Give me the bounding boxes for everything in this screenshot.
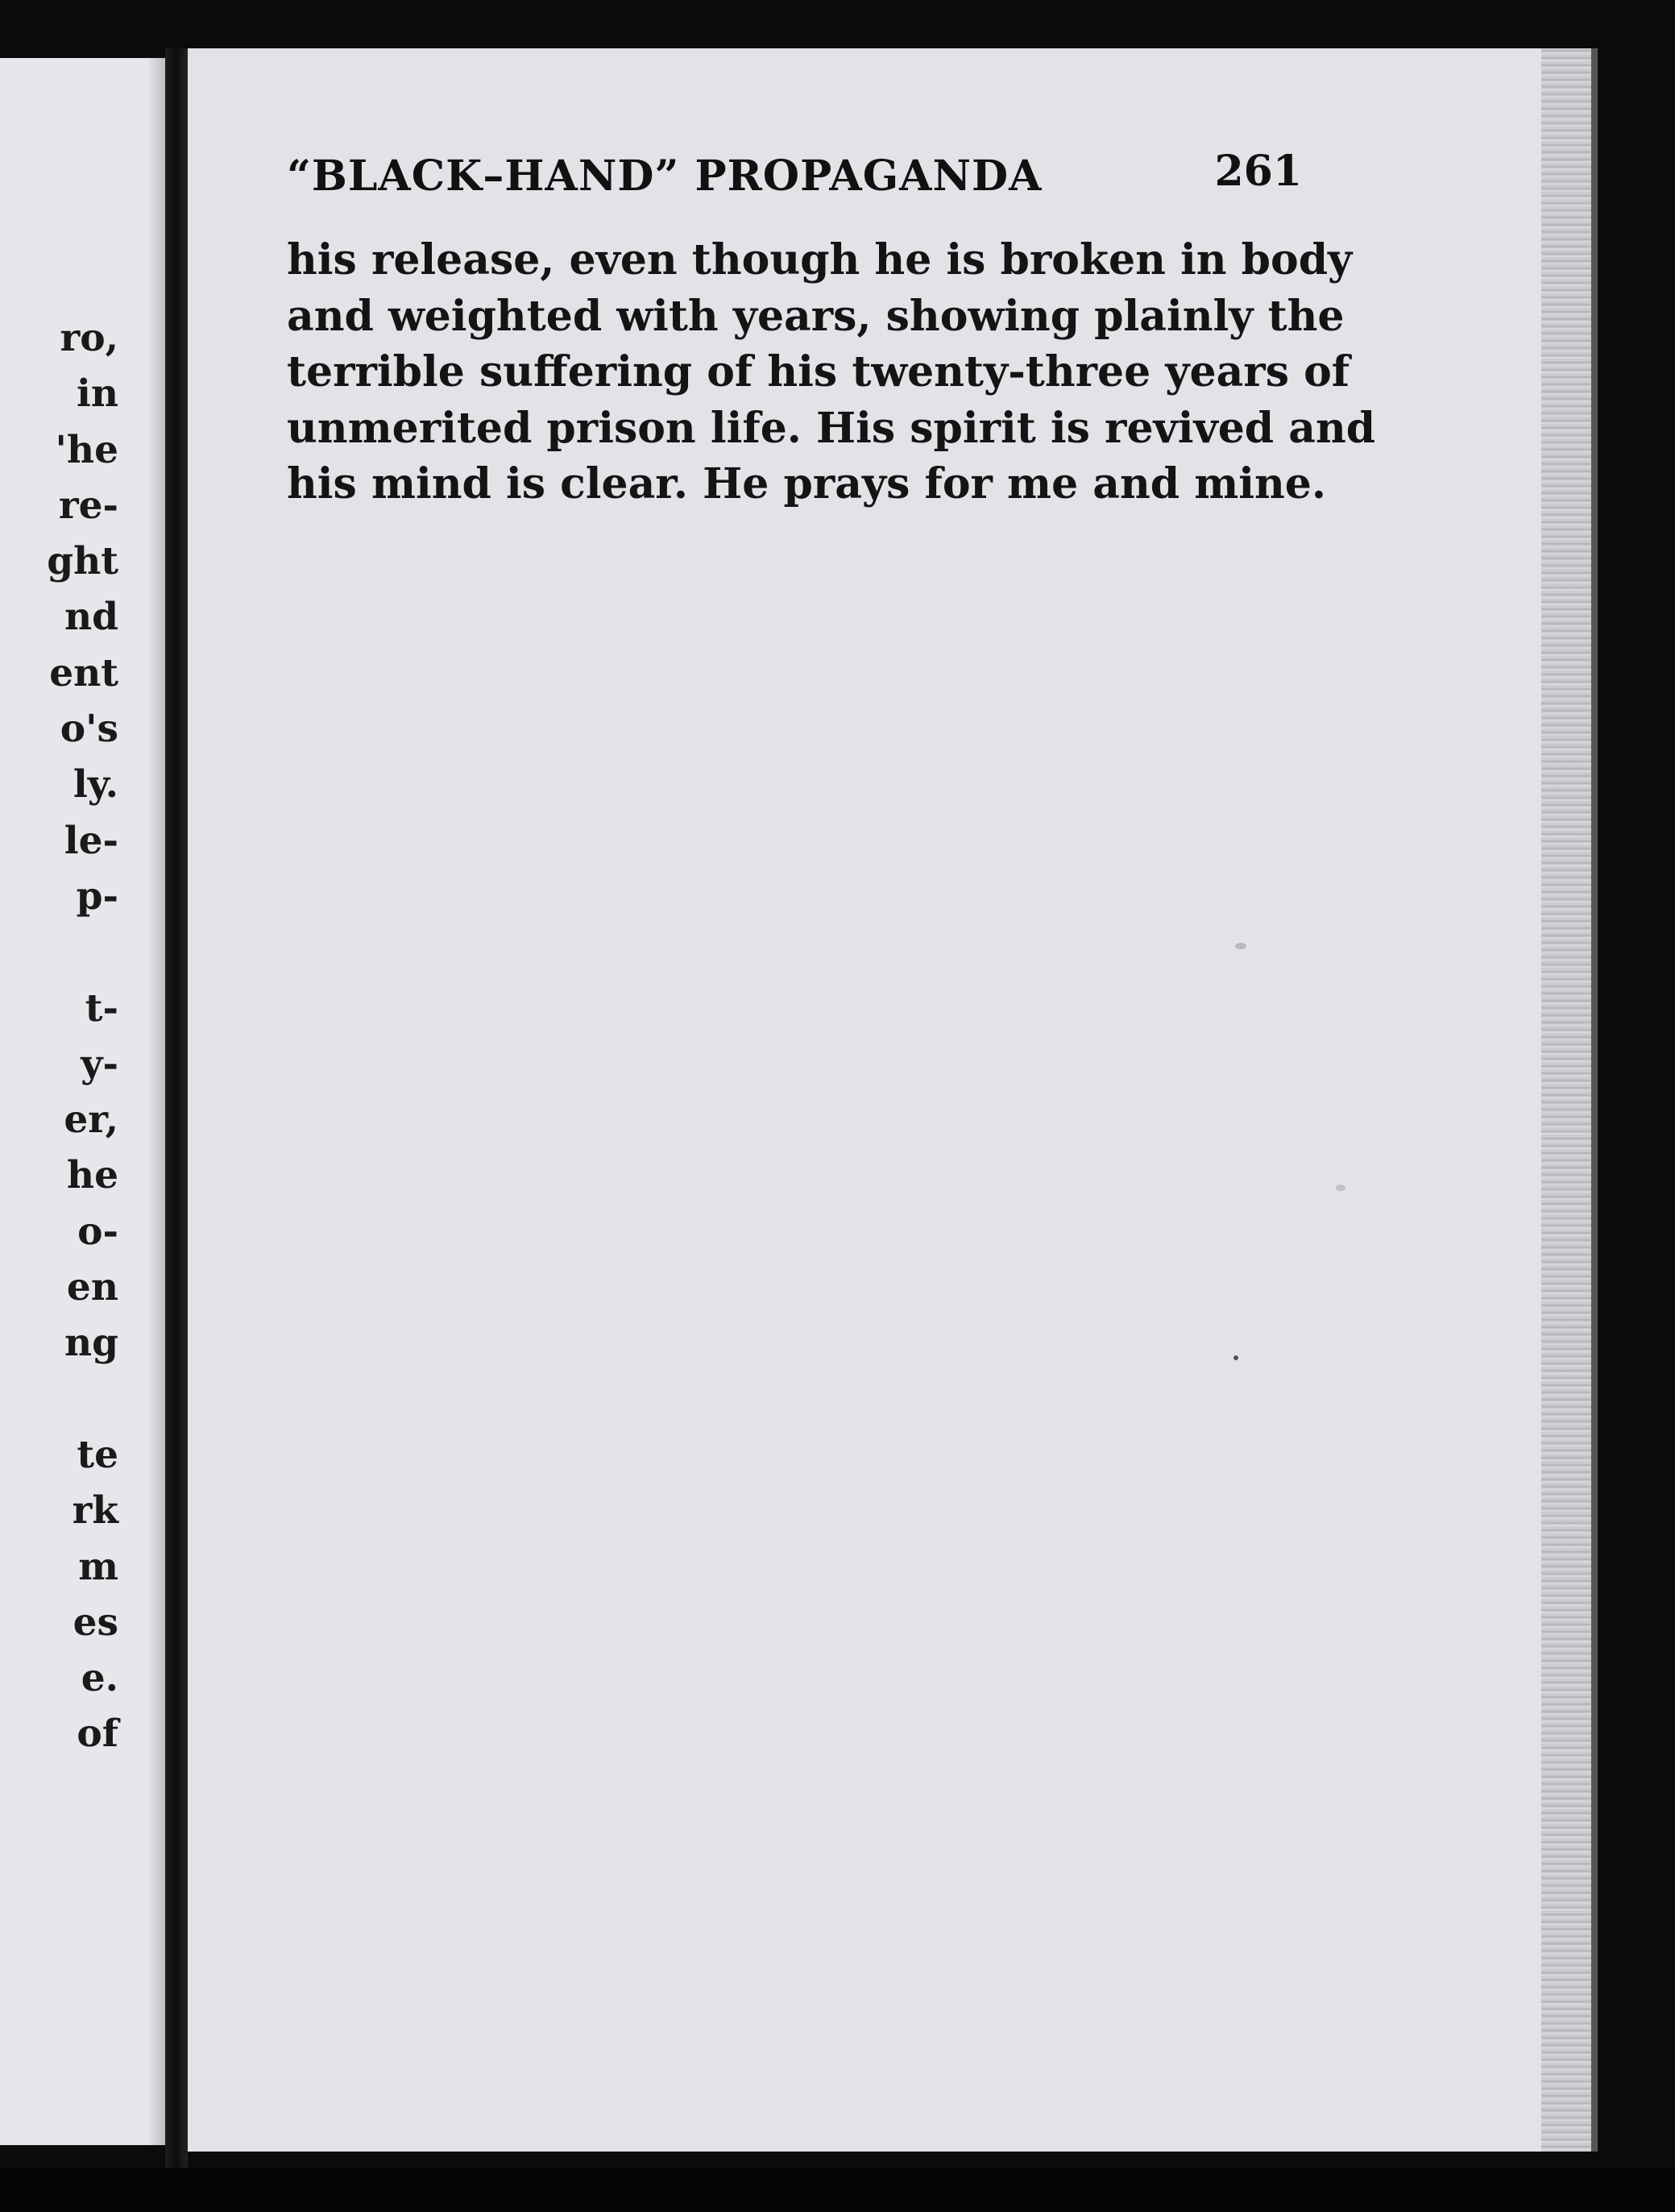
text-line: unmerited prison life. His spirit is revived and [287, 403, 1376, 453]
paper-speck [1336, 1185, 1345, 1191]
left-page-text-fragments [47, 310, 118, 1762]
text-line: and weighted with years, showing plainly the [287, 291, 1345, 341]
left-page-fragment: p- [76, 874, 118, 919]
left-page-fragment: en [66, 1265, 118, 1310]
left-page-fragment: y- [81, 1041, 118, 1086]
left-page-fragment: ng [64, 1321, 118, 1366]
body-paragraph [287, 232, 1376, 513]
left-page-fragment: he [66, 1153, 118, 1198]
left-page-fragment: t- [85, 986, 118, 1031]
left-page-fragment: rk [72, 1488, 118, 1533]
paper-speck [1233, 1355, 1238, 1360]
page-edge-texture [1541, 48, 1598, 2152]
left-page-fragment: ro, [60, 316, 118, 360]
left-page-fragment: nd [64, 595, 118, 640]
left-page-fragment: ent [49, 650, 118, 695]
left-page-fragment: o's [60, 707, 118, 752]
left-page-fragment [47, 924, 118, 980]
left-page-fragment: te [77, 1432, 118, 1477]
left-page-fragment: re- [58, 483, 118, 528]
left-page-fragment: m [78, 1544, 118, 1589]
right-page [188, 48, 1598, 2152]
left-page-fragment: 'he [55, 427, 118, 472]
running-title: “BLACK–HAND” PROPAGANDA [287, 151, 1043, 201]
left-page-fragment: of [77, 1712, 118, 1757]
gutter-shadow [147, 58, 165, 2145]
text-line: his mind is clear. He prays for me and mine. [287, 459, 1326, 508]
left-page-fragment: es [73, 1600, 118, 1645]
paper-speck [1235, 943, 1246, 949]
text-line: terrible suffering of his twenty-three years of [287, 347, 1350, 396]
left-page-fragment: ly. [73, 762, 118, 807]
running-head [287, 147, 1302, 216]
left-page-fragment [47, 1372, 118, 1427]
page-number: 261 [1214, 147, 1302, 196]
left-page-fragment: er, [64, 1098, 118, 1143]
left-facing-page [0, 58, 165, 2145]
text-line: his release, even though he is broken in body [287, 235, 1353, 284]
left-page-fragment: le- [64, 818, 118, 863]
page-edge-line [1591, 48, 1598, 2152]
left-page-fragment: o- [77, 1209, 118, 1254]
scan-border-bottom [0, 2168, 1675, 2212]
left-page-fragment: ght [47, 539, 118, 584]
left-page-fragment: in [76, 371, 118, 417]
book-spine [165, 48, 188, 2168]
left-page-fragment: e. [81, 1656, 118, 1701]
